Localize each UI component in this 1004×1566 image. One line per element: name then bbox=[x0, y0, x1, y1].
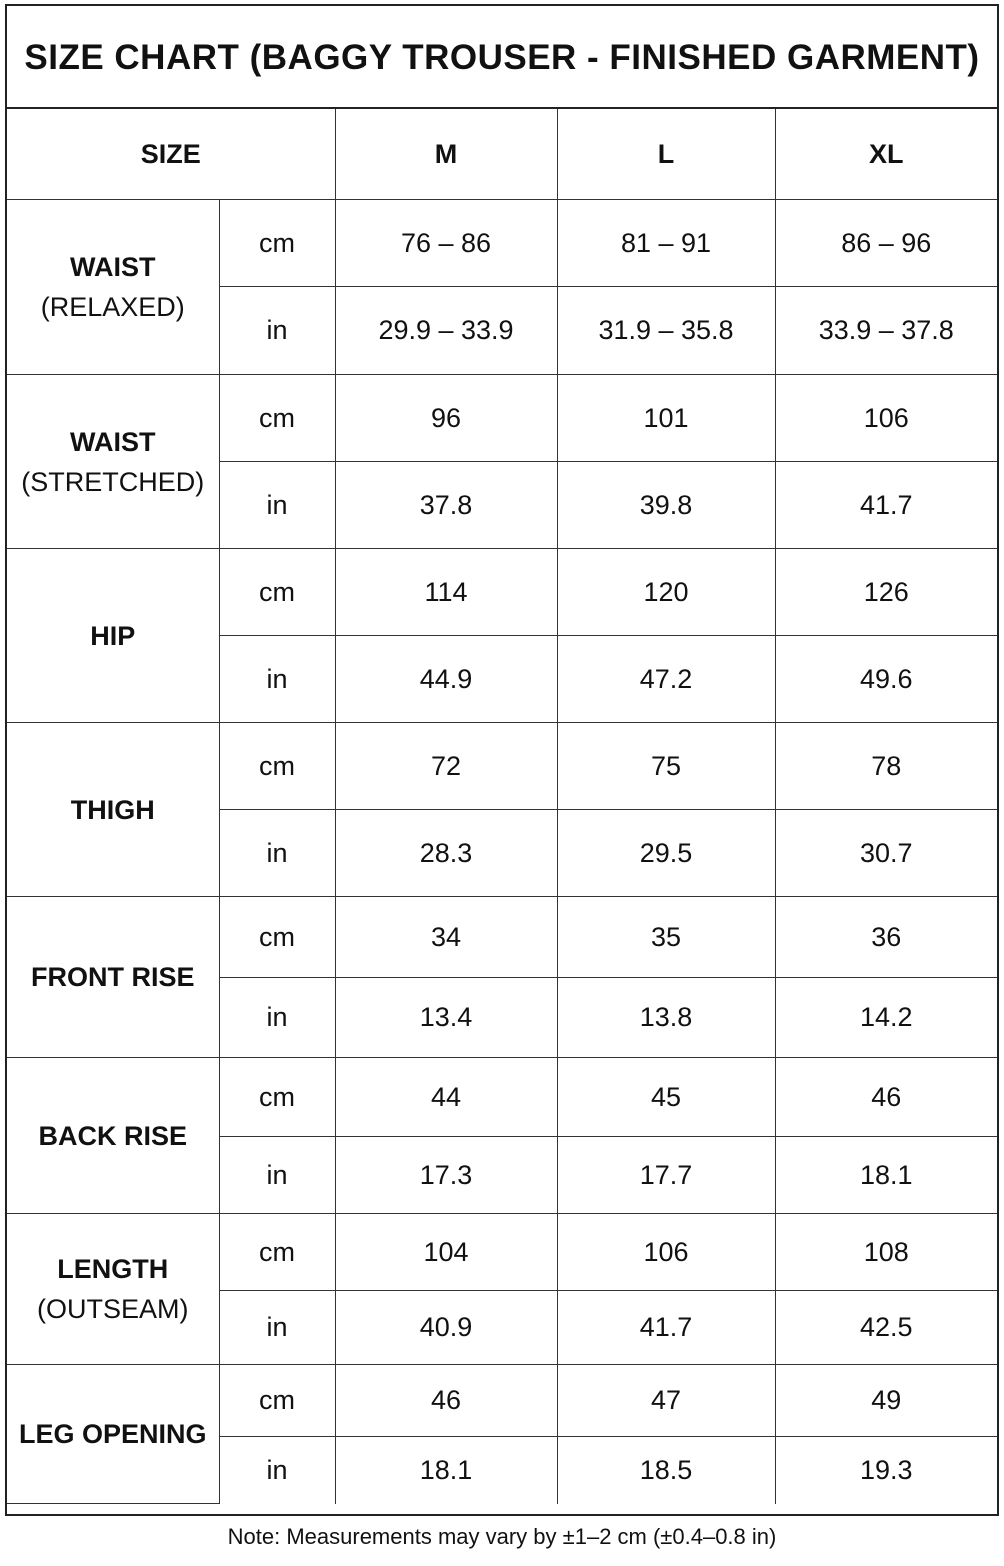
footnote: Note: Measurements may vary by ±1–2 cm (±0.4–0.8 in) bbox=[227, 1524, 777, 1549]
value-cell: 29.9 – 33.9 bbox=[335, 287, 557, 375]
unit-cell: cm bbox=[219, 200, 335, 287]
value-cell: 36 bbox=[775, 897, 997, 978]
measurement-label bbox=[7, 1365, 219, 1504]
measurement-subname: (OUTSEAM) bbox=[37, 1294, 189, 1324]
measurement-label bbox=[7, 1214, 219, 1365]
table-row bbox=[7, 549, 997, 636]
value-cell: 19.3 bbox=[775, 1437, 997, 1504]
value-cell: 42.5 bbox=[775, 1291, 997, 1365]
value-cell: 101 bbox=[557, 375, 775, 462]
measurement-label bbox=[7, 375, 219, 549]
value-cell: 106 bbox=[775, 375, 997, 462]
value-cell: 104 bbox=[335, 1214, 557, 1291]
unit-cell: cm bbox=[219, 897, 335, 978]
unit-cell: cm bbox=[219, 1214, 335, 1291]
measurement-label bbox=[7, 723, 219, 897]
value-cell: 33.9 – 37.8 bbox=[775, 287, 997, 375]
header-size-xl: XL bbox=[775, 109, 997, 200]
measurement-label bbox=[7, 897, 219, 1058]
value-cell: 41.7 bbox=[557, 1291, 775, 1365]
table-row bbox=[7, 723, 997, 810]
unit-cell: cm bbox=[219, 1058, 335, 1137]
measurement-name: THIGH bbox=[70, 794, 155, 825]
value-cell: 45 bbox=[557, 1058, 775, 1137]
value-cell: 44.9 bbox=[335, 636, 557, 723]
unit-cell: in bbox=[219, 978, 335, 1058]
value-cell: 35 bbox=[557, 897, 775, 978]
value-cell: 18.1 bbox=[335, 1437, 557, 1504]
unit-cell: cm bbox=[219, 375, 335, 462]
page-title: SIZE CHART (BAGGY TROUSER - FINISHED GARMENT) bbox=[7, 6, 997, 109]
unit-cell: in bbox=[219, 1137, 335, 1214]
unit-cell: in bbox=[219, 287, 335, 375]
value-cell: 114 bbox=[335, 549, 557, 636]
value-cell: 106 bbox=[557, 1214, 775, 1291]
measurement-name: HIP bbox=[90, 620, 136, 651]
unit-cell: cm bbox=[219, 723, 335, 810]
measurement-label bbox=[7, 200, 219, 375]
value-cell: 72 bbox=[335, 723, 557, 810]
value-cell: 126 bbox=[775, 549, 997, 636]
unit-cell: in bbox=[219, 1437, 335, 1504]
table-row bbox=[7, 897, 997, 978]
measurement-label bbox=[7, 1058, 219, 1214]
unit-cell: in bbox=[219, 462, 335, 549]
value-cell: 46 bbox=[335, 1365, 557, 1437]
unit-cell: cm bbox=[219, 549, 335, 636]
table-row bbox=[7, 1058, 997, 1137]
value-cell: 44 bbox=[335, 1058, 557, 1137]
unit-cell: in bbox=[219, 636, 335, 723]
size-table-body bbox=[7, 109, 997, 1504]
header-size-m: M bbox=[335, 109, 557, 200]
table-row bbox=[7, 375, 997, 462]
value-cell: 76 – 86 bbox=[335, 200, 557, 287]
value-cell: 75 bbox=[557, 723, 775, 810]
value-cell: 47 bbox=[557, 1365, 775, 1437]
value-cell: 18.1 bbox=[775, 1137, 997, 1214]
value-cell: 13.4 bbox=[335, 978, 557, 1058]
value-cell: 17.7 bbox=[557, 1137, 775, 1214]
header-row bbox=[7, 109, 997, 200]
value-cell: 86 – 96 bbox=[775, 200, 997, 287]
value-cell: 28.3 bbox=[335, 810, 557, 897]
size-chart-sheet bbox=[5, 4, 999, 1516]
table-row bbox=[7, 1214, 997, 1291]
measurement-name: BACK RISE bbox=[38, 1120, 187, 1151]
value-cell: 31.9 – 35.8 bbox=[557, 287, 775, 375]
value-cell: 78 bbox=[775, 723, 997, 810]
measurement-name: FRONT RISE bbox=[30, 962, 195, 992]
measurement-label bbox=[7, 549, 219, 723]
size-table bbox=[7, 109, 997, 1504]
header-size-label: SIZE bbox=[7, 109, 335, 200]
measurement-name: LENGTH bbox=[57, 1254, 169, 1284]
value-cell: 30.7 bbox=[775, 810, 997, 897]
value-cell: 18.5 bbox=[557, 1437, 775, 1504]
value-cell: 47.2 bbox=[557, 636, 775, 723]
value-cell: 108 bbox=[775, 1214, 997, 1291]
measurement-name: WAIST bbox=[70, 252, 156, 282]
value-cell: 34 bbox=[335, 897, 557, 978]
value-cell: 40.9 bbox=[335, 1291, 557, 1365]
table-row bbox=[7, 1365, 997, 1437]
value-cell: 13.8 bbox=[557, 978, 775, 1058]
value-cell: 120 bbox=[557, 549, 775, 636]
value-cell: 17.3 bbox=[335, 1137, 557, 1214]
value-cell: 49.6 bbox=[775, 636, 997, 723]
measurement-name: WAIST bbox=[70, 426, 156, 457]
value-cell: 29.5 bbox=[557, 810, 775, 897]
unit-cell: in bbox=[219, 1291, 335, 1365]
value-cell: 14.2 bbox=[775, 978, 997, 1058]
value-cell: 49 bbox=[775, 1365, 997, 1437]
value-cell: 39.8 bbox=[557, 462, 775, 549]
measurement-subname: (STRETCHED) bbox=[21, 466, 205, 497]
value-cell: 46 bbox=[775, 1058, 997, 1137]
value-cell: 81 – 91 bbox=[557, 200, 775, 287]
value-cell: 37.8 bbox=[335, 462, 557, 549]
value-cell: 41.7 bbox=[775, 462, 997, 549]
measurement-name: LEG OPENING bbox=[18, 1419, 207, 1449]
table-row bbox=[7, 200, 997, 287]
measurement-subname: (RELAXED) bbox=[40, 292, 185, 322]
unit-cell: in bbox=[219, 810, 335, 897]
value-cell: 96 bbox=[335, 375, 557, 462]
header-size-l: L bbox=[557, 109, 775, 200]
unit-cell: cm bbox=[219, 1365, 335, 1437]
